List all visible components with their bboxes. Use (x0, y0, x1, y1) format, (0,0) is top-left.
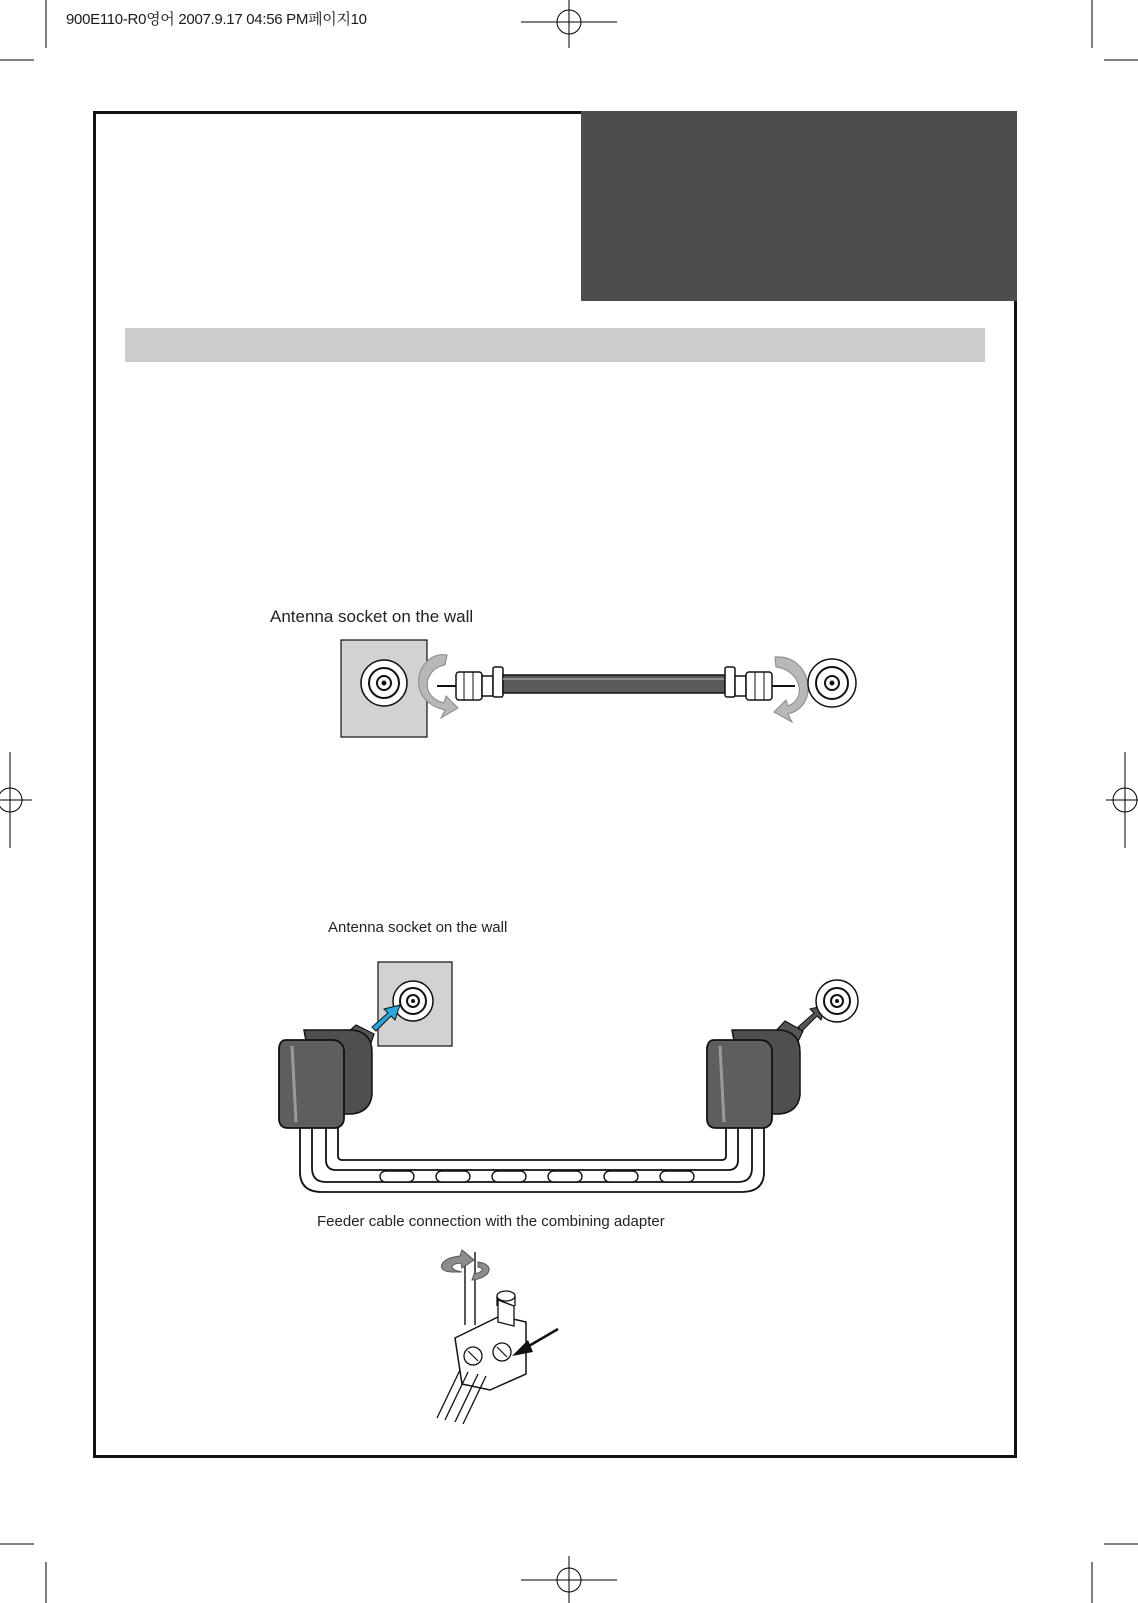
print-slug-header: 900E110-R0영어 2007.9.17 04:56 PM페이지10 (66, 11, 367, 28)
figure3-caption: Feeder cable connection with the combining adapter (317, 1213, 665, 1230)
figure1-caption: Antenna socket on the wall (270, 607, 474, 626)
figure2-caption: Antenna socket on the wall (328, 919, 508, 936)
screw-rotate-arrow-icon (442, 1250, 474, 1272)
